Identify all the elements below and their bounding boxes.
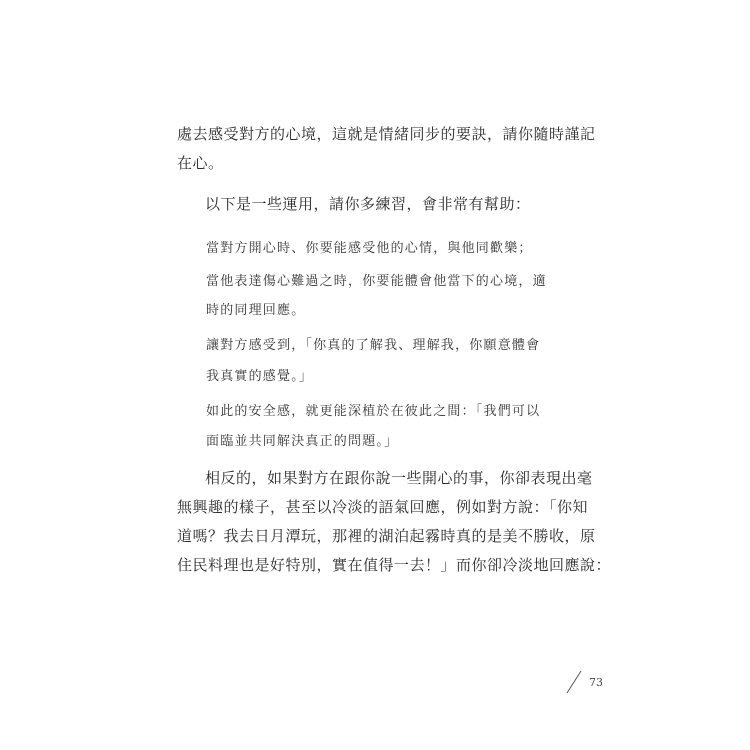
quote-line: 我真實的感覺。」: [206, 369, 314, 384]
quote-line: 當他表達傷心難過之時，你要能體會他當下的心境，適: [206, 274, 547, 289]
body-text-line: 處去感受對方的心境，這就是情緒同步的要訣，請你隨時謹記: [177, 125, 596, 143]
body-text-line: 以下是一些運用，請你多練習，會非常有幫助：: [205, 195, 531, 213]
quote-line: 當對方開心時、你要能感受他的心情，與他同歡樂；: [206, 241, 533, 256]
body-text-line: 無興趣的樣子，甚至以冷淡的語氣回應，例如對方說：「你知: [177, 498, 589, 516]
body-text-line: 相反的，如果對方在跟你說一些開心的事，你卻表現出毫: [205, 469, 593, 487]
body-text-line: 在心。: [177, 154, 224, 172]
quote-line: 讓對方感受到，「你真的了解我、理解我，你願意體會: [206, 338, 541, 353]
body-text-line: 道嗎？我去日月潭玩，那裡的湖泊起霧時真的是美不勝收，原: [177, 527, 596, 545]
page-number: 73: [589, 676, 603, 689]
quote-line: 如此的安全感，就更能深植於在彼此之間：「我們可以: [206, 404, 541, 419]
quote-line: 面臨並共同解決真正的問題。」: [206, 434, 399, 449]
body-text-line: 住民料理也是好特別，實在值得一去！」而你卻冷淡地回應說：: [177, 556, 612, 574]
quote-line: 時的同理回應。: [206, 303, 306, 318]
slash-divider-icon: [565, 670, 583, 694]
